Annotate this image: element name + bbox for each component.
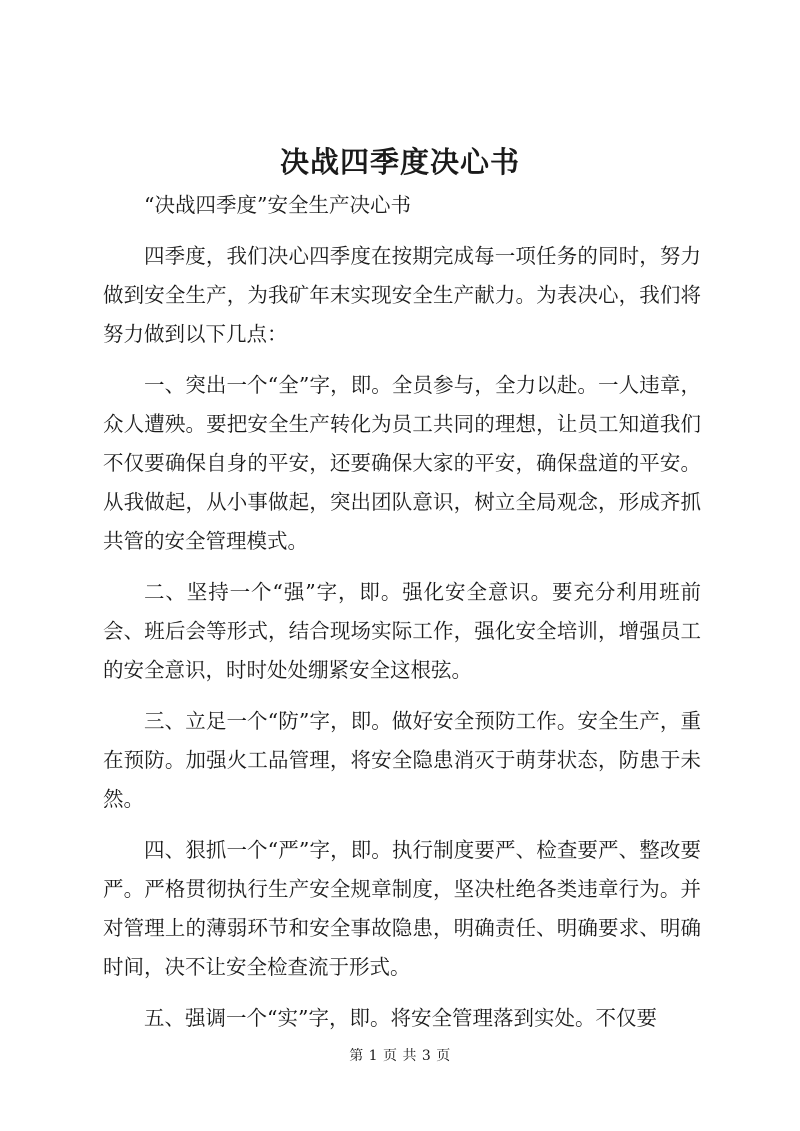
document-title: 决战四季度决心书 [279,145,520,179]
document-body [103,186,701,1050]
page-number-footer: 第 1 页 共 3 页 [349,1048,451,1064]
point-five-paragraph: 五、强调一个“实”字，即。将安全管理落到实处。不仅要 [144,1006,657,1030]
point-three-paragraph: 三、立足一个“防”字，即。做好安全预防工作。安全生产，重在预防。加强火工品管理，将安全隐患消灭于萌芽状态，防患于未然。 [103,709,701,811]
intro-paragraph: 四季度，我们决心四季度在按期完成每一项任务的同时，努力做到安全生产，为我矿年末实现安全生产献力。为表决心，我们将努力做到以下几点： [103,244,701,346]
point-two-paragraph: 二、坚持一个“强”字，即。强化安全意识。要充分利用班前会、班后会等形式，结合现场实际工作，强化安全培训，增强员工的安全意识，时时处处绷紧安全这根弦。 [103,580,701,682]
point-one-paragraph: 一、突出一个“全”字，即。全员参与，全力以赴。一人违章，众人遭殃。要把安全生产转化为员工共同的理想，让员工知道我们不仅要确保自身的平安，还要确保大家的平安，确保盘道的平安。从我做起，从小事做起，突出团队意识，树立全局观念，形成齐抓共管的安全管理模式。 [103,373,701,553]
subtitle-paragraph: “决战四季度”安全生产决心书 [144,193,411,217]
point-four-paragraph: 四、狠抓一个“严”字，即。执行制度要严、检查要严、整改要严。严格贯彻执行生产安全规章制度，坚决杜绝各类违章行为。并对管理上的薄弱环节和安全事故隐患，明确责任、明确要求、明确时间，决不让安全检查流于形式。 [103,838,701,979]
